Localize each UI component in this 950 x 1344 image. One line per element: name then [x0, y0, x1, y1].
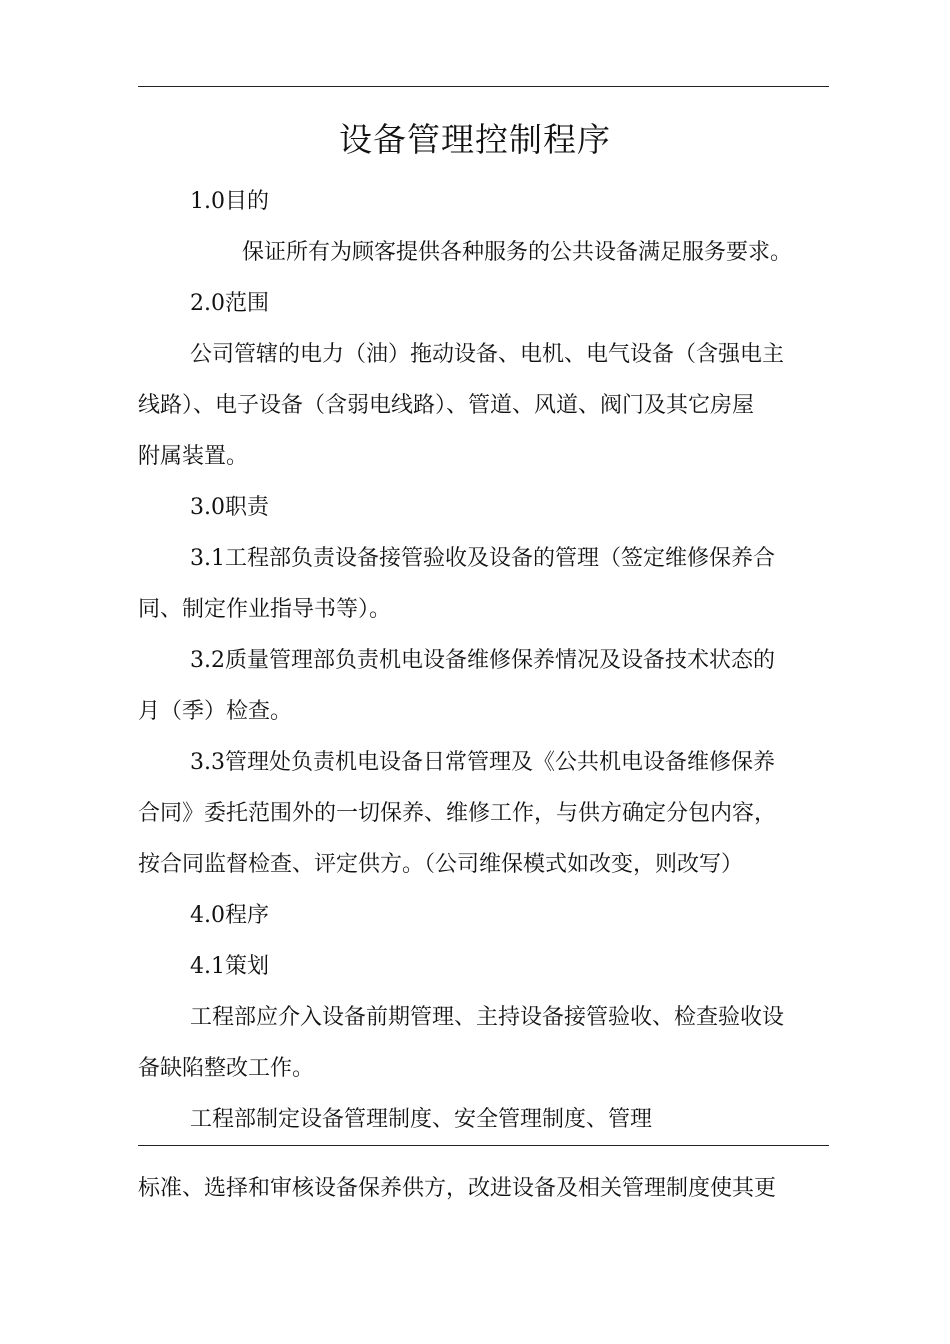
paragraph-line: 3.2质量管理部负责机电设备维修保养情况及设备技术状态的 [190, 648, 775, 673]
paragraph-line: 保证所有为顾客提供各种服务的公共设备满足服务要求。 [242, 240, 793, 265]
paragraph-line: 3.1工程部负责设备接管验收及设备的管理（签定维修保养合 [190, 546, 775, 571]
document-title: 设备管理控制程序 [339, 120, 611, 159]
paragraph-line: 标准、选择和审核设备保养供方，改进设备及相关管理制度使其更 [138, 1176, 777, 1201]
paragraph-line: 附属装置。 [138, 444, 249, 469]
paragraph-line: 线路）、电子设备（含弱电线路）、管道、风道、阀门及其它房屋 [138, 393, 755, 418]
paragraph-line: 按合同监督检查、评定供方。（公司维保模式如改变，则改写） [138, 852, 744, 877]
paragraph-line: 3.3管理处负责机电设备日常管理及《公共机电设备维修保养 [190, 750, 775, 775]
paragraph-line: 备缺陷整改工作。 [138, 1056, 315, 1081]
paragraph-line: 4.0程序 [190, 903, 269, 928]
page-break-rule [138, 1145, 829, 1146]
paragraph-line: 合同》委托范围外的一切保养、维修工作，与供方确定分包内容， [138, 801, 777, 826]
paragraph-line: 工程部应介入设备前期管理、主持设备接管验收、检查验收设 [190, 1005, 785, 1030]
paragraph-line: 2.0范围 [190, 291, 269, 316]
paragraph-line: 公司管辖的电力（油）拖动设备、电机、电气设备（含强电主 [190, 342, 785, 367]
document-body [138, 176, 838, 1145]
paragraph-line: 4.1策划 [190, 954, 269, 979]
paragraph-line: 3.0职责 [190, 495, 269, 520]
header-rule [138, 86, 829, 87]
next-page-body [138, 1163, 838, 1214]
paragraph-line: 月（季）检查。 [138, 699, 293, 724]
paragraph-line: 工程部制定设备管理制度、安全管理制度、管理 [190, 1107, 653, 1132]
paragraph-line: 同、制定作业指导书等）。 [138, 597, 392, 622]
paragraph-line: 1.0目的 [190, 189, 269, 214]
